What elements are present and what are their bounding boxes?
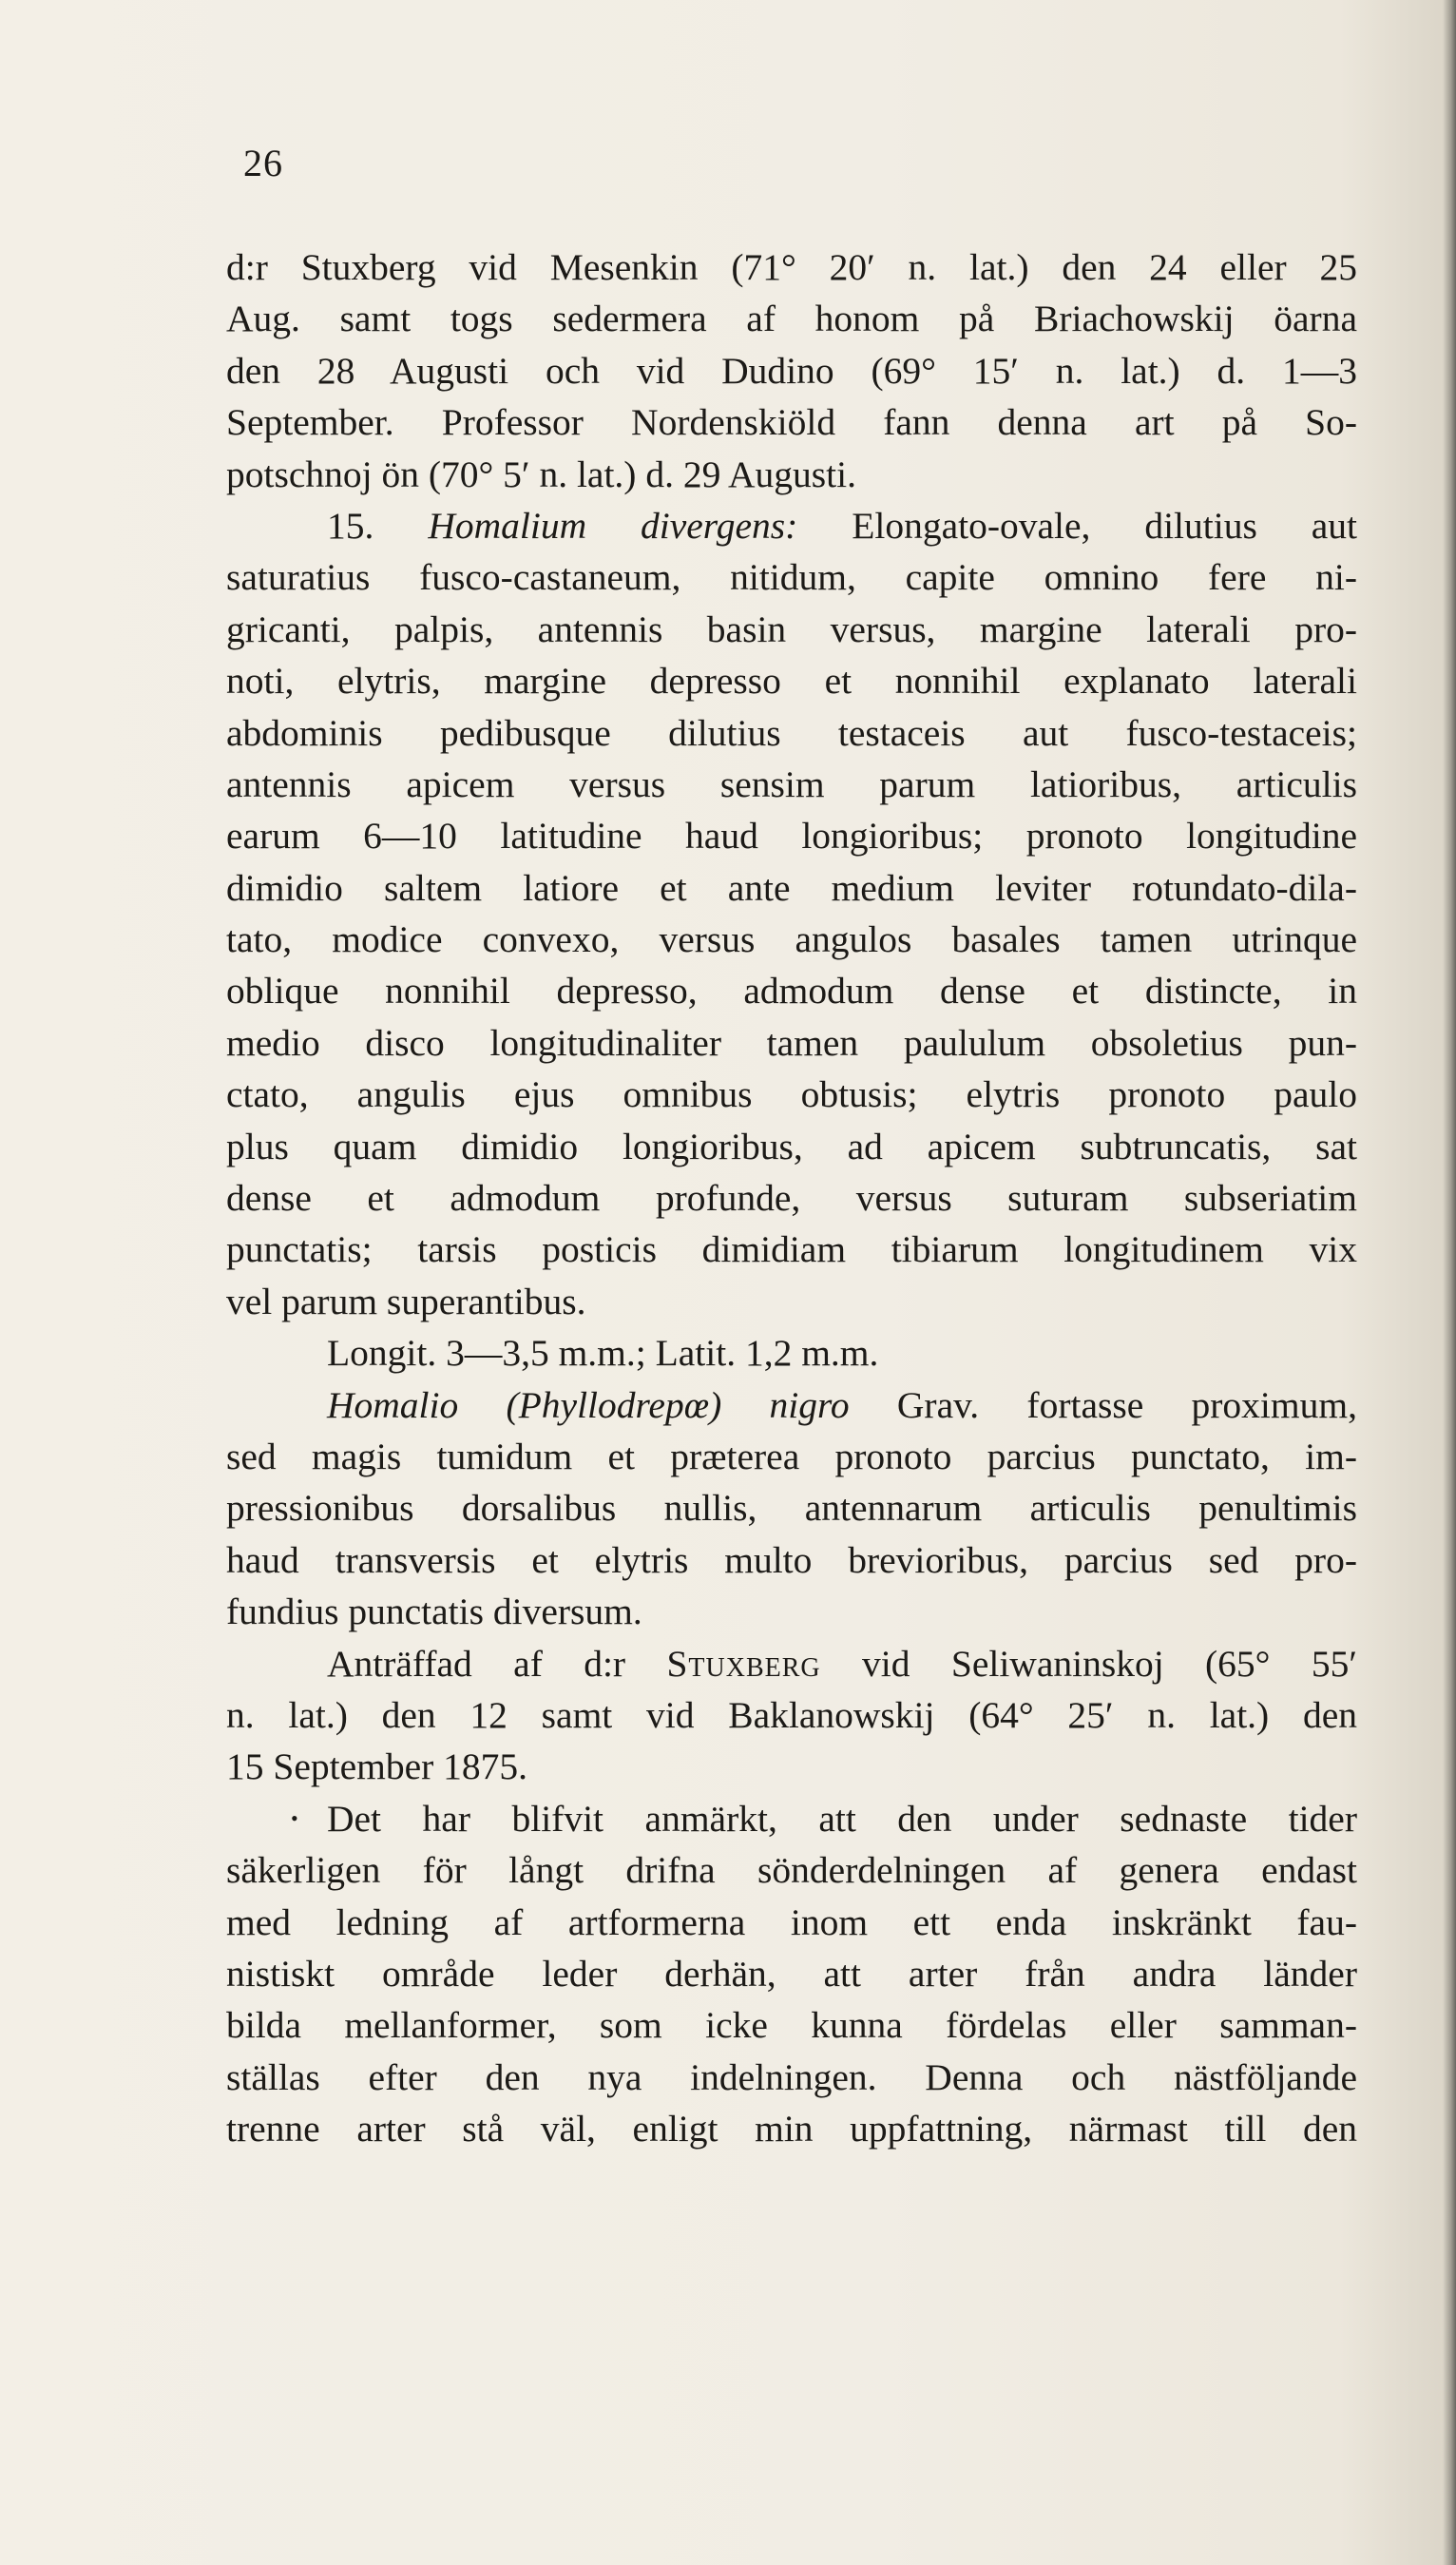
text-line: earum 6—10 latitudine haud longioribus; pronoto longitudine	[226, 815, 1357, 858]
text-line: gricanti, palpis, antennis basin versus, margine laterali pro-	[226, 608, 1357, 650]
comparison-species-name: Homalio (Phyllodrepœ) nigro	[327, 1383, 850, 1426]
text-line: medio disco longitudinaliter tamen paululum obsoletius pun-	[226, 1021, 1357, 1064]
text-line: dimidio saltem latiore et ante medium leviter rotundato-dila-	[226, 866, 1357, 909]
text-line: oblique nonnihil depresso, admodum dense et distincte, in	[226, 970, 1357, 1012]
text-line: antennis apicem versus sensim parum latioribus, articulis	[226, 762, 1357, 805]
text-line: nistiskt område leder derhän, att arter från andra länder	[226, 1952, 1357, 1995]
text-line: Aug. samt togs sedermera af honom på Briachowskij öarna	[226, 298, 1357, 340]
text-line: sed magis tumidum et præterea pronoto parcius punctato, im-	[226, 1435, 1357, 1477]
text-line: ställas efter den nya indelningen. Denna och nästföljande	[226, 2055, 1357, 2098]
text-line: pressionibus dorsalibus nullis, antennarum articulis penultimis	[226, 1487, 1357, 1530]
text-line: potschnoj ön (70° 5′ n. lat.) d. 29 Augusti.	[226, 453, 856, 495]
text-line: bilda mellanformer, som icke kunna fördelas eller samman-	[226, 2004, 1357, 2047]
measurements-line: Longit. 3—3,5 m.m.; Latit. 1,2 m.m.	[327, 1332, 879, 1375]
species-description-start: Elongato-ovale, dilutius aut	[852, 504, 1358, 547]
text-line: ctato, angulis ejus omnibus obtusis; elytris pronoto paulo	[226, 1073, 1357, 1116]
text-line: noti, elytris, margine depresso et nonnihil explanato laterali	[226, 660, 1357, 703]
text-line: saturatius fusco-castaneum, nitidum, capite omnino fere ni-	[226, 556, 1357, 599]
species-name: Homalium divergens:	[428, 504, 798, 547]
locality-text-b: vid Seliwaninskoj (65° 55′	[862, 1642, 1357, 1685]
text-line: vel parum superantibus.	[226, 1280, 586, 1322]
comparison-text: Grav. fortasse proximum,	[896, 1383, 1357, 1426]
text-line: fundius punctatis diversum.	[226, 1591, 642, 1633]
locality-text-a: Anträffad af d:r	[327, 1642, 626, 1685]
text-line: punctatis; tarsis posticis dimidiam tibiarum longitudinem vix	[226, 1228, 1357, 1271]
body-text	[226, 241, 1357, 2154]
species-number: 15.	[327, 504, 374, 547]
text-line: haud transversis et elytris multo brevioribus, parcius sed pro-	[226, 1538, 1357, 1581]
collector-name: Stuxberg	[666, 1642, 821, 1685]
text-line: d:r Stuxberg vid Mesenkin (71° 20′ n. lat.) den 24 eller 25	[226, 246, 1357, 288]
note-text-start: Det har blifvit anmärkt, att den under sednaste tider	[327, 1797, 1357, 1840]
text-line: tato, modice convexo, versus angulos basales tamen utrinque	[226, 918, 1357, 961]
note-first-line	[226, 1793, 1357, 1844]
text-line: plus quam dimidio longioribus, ad apicem subtruncatis, sat	[226, 1125, 1357, 1167]
text-line: September. Professor Nordenskiöld fann denna art på So-	[226, 401, 1357, 444]
text-line: abdominis pedibusque dilutius testaceis aut fusco-testaceis;	[226, 711, 1357, 754]
species-heading-line	[226, 500, 1357, 551]
text-line: den 28 Augusti och vid Dudino (69° 15′ n. lat.) d. 1—3	[226, 349, 1357, 392]
text-line: säkerligen för långt drifna sönderdelningen af genera endast	[226, 1849, 1357, 1892]
text-line: n. lat.) den 12 samt vid Baklanowskij (64° 25′ n. lat.) den	[226, 1693, 1357, 1736]
text-line: med ledning af artformerna inom ett enda inskränkt fau-	[226, 1900, 1357, 1943]
page-edge-shadow	[1443, 0, 1456, 2565]
comparison-line	[226, 1379, 1357, 1431]
locality-line	[226, 1638, 1357, 1689]
text-line: 15 September 1875.	[226, 1745, 528, 1788]
page-number: 26	[243, 142, 283, 184]
bullet-mark: •	[291, 1805, 298, 1830]
text-line: dense et admodum profunde, versus suturam subseriatim	[226, 1177, 1357, 1220]
text-line: trenne arter stå väl, enligt min uppfattning, närmast till den	[226, 2108, 1357, 2150]
